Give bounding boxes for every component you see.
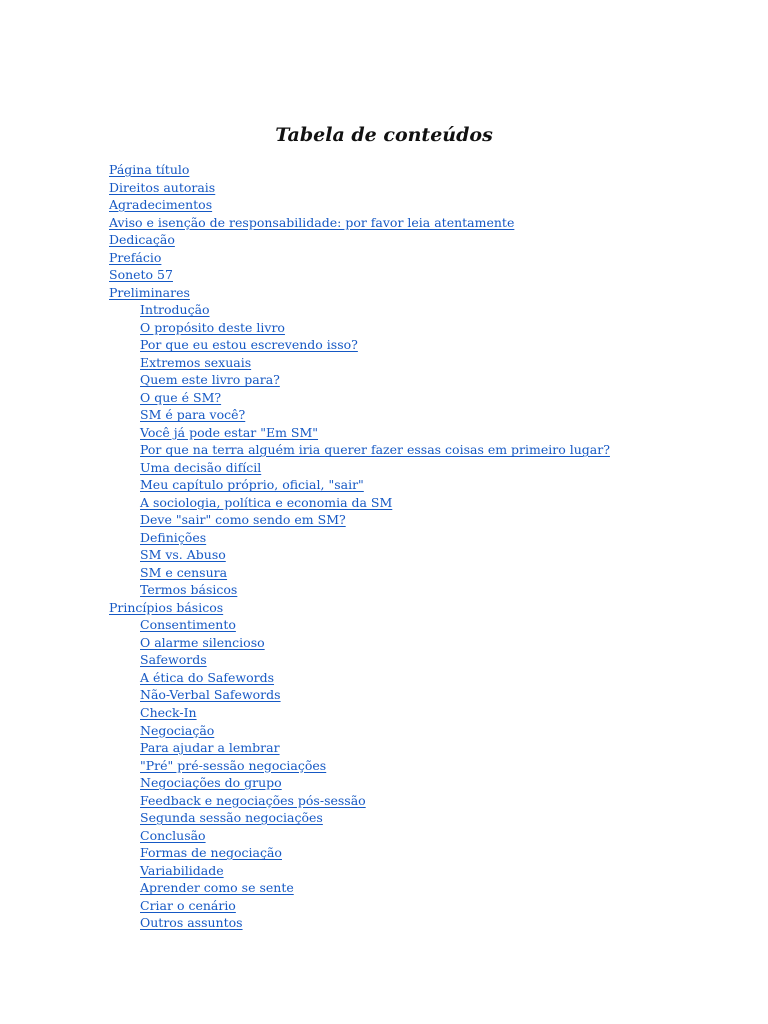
toc-link[interactable]: Aprender como se sente: [140, 880, 294, 896]
toc-entry: [0, 826, 610, 844]
toc-link[interactable]: Variabilidade: [140, 862, 224, 878]
toc-entry: [0, 563, 610, 581]
toc-link[interactable]: Definições: [140, 529, 207, 545]
toc-link[interactable]: SM vs. Abuso: [140, 547, 226, 563]
toc-entry: [0, 721, 610, 739]
toc-link[interactable]: Uma decisão difícil: [140, 459, 262, 475]
toc-entry: [0, 615, 610, 633]
toc-entry: [0, 580, 610, 598]
toc-link[interactable]: Extremos sexuais: [140, 354, 252, 370]
toc-entry: [0, 493, 610, 511]
toc-entry: [0, 248, 610, 266]
toc-link[interactable]: Negociação: [140, 722, 215, 738]
toc-link[interactable]: Por que na terra alguém iria querer fazer essas coisas em primeiro lugar?: [140, 442, 610, 458]
toc-link[interactable]: O propósito deste livro: [140, 319, 285, 335]
toc-link[interactable]: SM é para você?: [140, 407, 246, 423]
toc-link[interactable]: Introdução: [140, 302, 210, 318]
toc-entry: [0, 896, 610, 914]
toc-link[interactable]: Meu capítulo próprio, oficial, "sair": [140, 477, 364, 493]
toc-entry: [0, 265, 610, 283]
toc-entry: [0, 633, 610, 651]
toc-link[interactable]: Conclusão: [140, 827, 206, 843]
toc-link[interactable]: Para ajudar a lembrar: [140, 740, 280, 756]
toc-entry: [0, 195, 610, 213]
toc-entry: [0, 545, 610, 563]
toc-link[interactable]: Termos básicos: [140, 582, 238, 598]
toc-link[interactable]: Princípios básicos: [109, 599, 224, 615]
toc-entry: [0, 703, 610, 721]
toc-entry: [0, 283, 610, 301]
toc-entry: [0, 440, 610, 458]
toc-entry: [0, 738, 610, 756]
toc-entry: [0, 843, 610, 861]
toc-link[interactable]: Segunda sessão negociações: [140, 810, 323, 826]
toc-entry: [0, 318, 610, 336]
toc-entry: [0, 668, 610, 686]
toc-entry: [0, 160, 610, 178]
toc-entry: [0, 213, 610, 231]
toc-entry: [0, 528, 610, 546]
toc-entry: [0, 791, 610, 809]
toc-link[interactable]: Criar o cenário: [140, 897, 236, 913]
toc-entry: [0, 475, 610, 493]
toc-entry: [0, 756, 610, 774]
toc-entry: [0, 405, 610, 423]
toc-link[interactable]: Dedicação: [109, 232, 175, 248]
toc-entry: [0, 685, 610, 703]
toc-link[interactable]: Página título: [109, 162, 190, 177]
toc-link[interactable]: SM e censura: [140, 564, 228, 580]
toc-entry: [0, 370, 610, 388]
toc-entry: [0, 353, 610, 371]
toc-link[interactable]: Deve "sair" como sendo em SM?: [140, 512, 346, 528]
toc-entry: [0, 808, 610, 826]
toc-entry: [0, 913, 610, 931]
toc-entry: [0, 598, 610, 616]
toc-entry: [0, 230, 610, 248]
toc-entry: [0, 335, 610, 353]
toc-link[interactable]: Você já pode estar "Em SM": [140, 424, 319, 440]
table-of-contents: [0, 160, 610, 931]
toc-entry: [0, 650, 610, 668]
toc-link[interactable]: Formas de negociação: [140, 845, 282, 861]
toc-entry: [0, 300, 610, 318]
toc-link[interactable]: Aviso e isenção de responsabilidade: por favor leia atentamente: [109, 214, 515, 230]
toc-entry: [0, 388, 610, 406]
toc-link[interactable]: Preliminares: [109, 284, 190, 300]
toc-link[interactable]: Agradecimentos: [109, 197, 213, 213]
toc-title: Tabela de conteúdos: [275, 124, 493, 146]
toc-link[interactable]: Não-Verbal Safewords: [140, 687, 281, 703]
toc-link[interactable]: Direitos autorais: [109, 179, 216, 195]
toc-link[interactable]: Negociações do grupo: [140, 775, 282, 791]
toc-link[interactable]: Feedback e negociações pós-sessão: [140, 792, 366, 808]
toc-entry: [0, 861, 610, 879]
toc-link[interactable]: Outros assuntos: [140, 915, 243, 931]
toc-link[interactable]: O que é SM?: [140, 389, 222, 405]
toc-link[interactable]: Por que eu estou escrevendo isso?: [140, 337, 358, 353]
toc-link[interactable]: "Pré" pré-sessão negociações: [140, 757, 327, 773]
toc-entry: [0, 773, 610, 791]
toc-entry: [0, 423, 610, 441]
toc-link[interactable]: Prefácio: [109, 249, 162, 265]
toc-link[interactable]: Quem este livro para?: [140, 372, 280, 388]
toc-entry: [0, 878, 610, 896]
toc-entry: [0, 510, 610, 528]
toc-link[interactable]: Soneto 57: [109, 267, 173, 283]
toc-link[interactable]: O alarme silencioso: [140, 634, 265, 650]
toc-link[interactable]: Check-In: [140, 704, 197, 720]
toc-link[interactable]: Consentimento: [140, 617, 236, 633]
toc-entry: [0, 458, 610, 476]
toc-link[interactable]: Safewords: [140, 652, 207, 668]
toc-link[interactable]: A sociologia, política e economia da SM: [140, 494, 393, 510]
toc-link[interactable]: A ética do Safewords: [140, 669, 275, 685]
toc-entry: [0, 178, 610, 196]
